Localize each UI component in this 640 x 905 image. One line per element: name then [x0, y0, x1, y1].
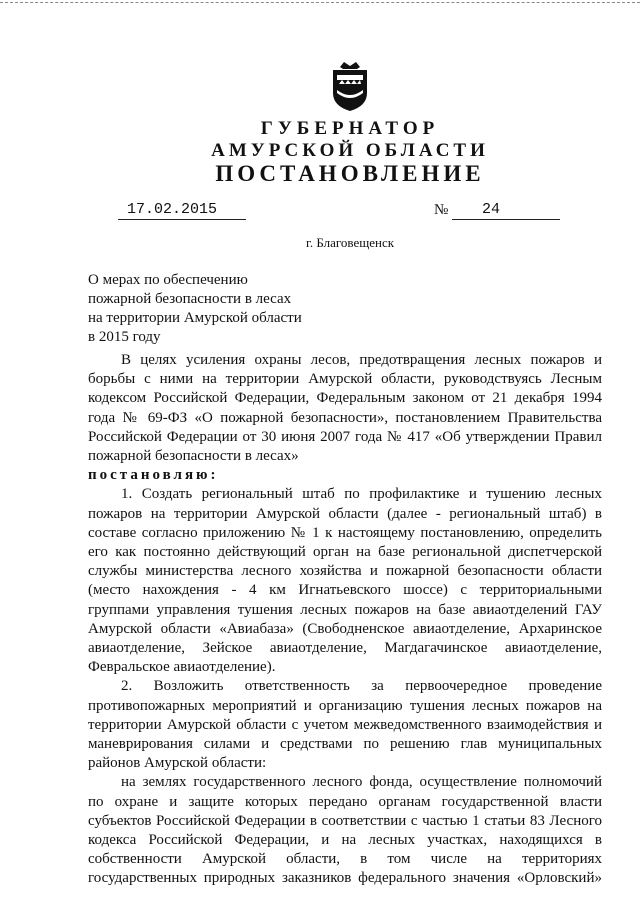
body-line: противопожарных мероприятий и организацию тушения лесных пожаров на: [88, 697, 602, 714]
resolve-word: постановляю:: [88, 467, 219, 484]
body-line: составе согласно приложению № 1 к настоящему постановлению, определить: [88, 524, 602, 541]
body-line: на землях государственного лесного фонда, осуществление полномочий: [121, 774, 602, 791]
body-line: собственности Амурской области, в том числе на территориях: [88, 851, 602, 868]
body-line: авиаотделение, Зейское авиаотделение, Магдагачинское авиаотделение,: [88, 640, 602, 657]
number-sign: №: [434, 202, 449, 218]
page-top-border: [0, 2, 640, 3]
document-date: 17.02.2015: [127, 201, 218, 218]
document-subject: [88, 271, 302, 347]
body-line: 1. Создать региональный штаб по профилактике и тушению лесных: [121, 486, 602, 503]
body-line: районов Амурской области:: [88, 755, 267, 772]
body-line: пожарной безопасности в лесах»: [88, 448, 299, 465]
body-line: территории Амурской области с учетом межведомственного взаимодействия и: [88, 716, 602, 733]
body-line: года № 69-ФЗ «О пожарной безопасности», постановлением Правительства: [88, 409, 602, 426]
body-line: по охране и защите которых передано органам государственной власти: [88, 793, 602, 810]
body-line: Февральское авиаотделение).: [88, 659, 276, 676]
document-body: [88, 351, 602, 889]
document-number: 24: [482, 201, 501, 218]
body-line: пожаров на территории Амурской области (далее - региональный штаб) в: [88, 505, 602, 522]
date-underline: [118, 219, 246, 220]
governor-title: ГУБЕРНАТОР: [260, 118, 440, 139]
document-type: ПОСТАНОВЛЕНИЕ: [215, 161, 485, 186]
body-line: Амурской области «Авиабаза» (Свободненское авиаотделение, Архаринское: [88, 620, 602, 637]
body-line: службы министерства лесного хозяйства и пожарной безопасности области: [88, 563, 602, 580]
body-line: 2. Возложить ответственность за первоочередное проведение: [121, 678, 602, 695]
body-line: кодексом Российской Федерации, Федеральным законом от 21 декабря 1994: [88, 390, 602, 407]
coat-of-arms-icon: [329, 60, 371, 112]
subject-line: на территории Амурской области: [88, 310, 302, 326]
subject-line: пожарной безопасности в лесах: [88, 291, 292, 307]
body-line: государственных природных заказников федерального значения «Орловский»: [88, 870, 602, 887]
body-line: субъектов Российской Федерации в соответствии с частью 1 статьи 83 Лесного: [88, 812, 602, 829]
body-line: группами управления тушения лесных пожаров на базе авиаотделений ГАУ: [88, 601, 602, 618]
subject-line: в 2015 году: [88, 329, 161, 345]
body-line: борьбы с ними на территории Амурской области, руководствуясь Лесным: [88, 371, 602, 388]
body-line: (место нахождения - 4 км Игнатьевского шоссе) с территориальными: [88, 582, 602, 599]
region-title: АМУРСКОЙ ОБЛАСТИ: [211, 140, 489, 161]
city: г. Благовещенск: [305, 235, 395, 250]
body-line: маневрирования силами и средствами по решению глав муниципальных: [88, 736, 602, 753]
body-line: его как постоянно действующий орган на базе региональной диспетчерской: [88, 544, 602, 561]
number-underline: [452, 219, 560, 220]
subject-line: О мерах по обеспечению: [88, 272, 248, 288]
body-line: Российской Федерации от 30 июня 2007 года № 417 «Об утверждении Правил: [88, 428, 602, 445]
body-line: В целях усиления охраны лесов, предотвращения лесных пожаров и: [121, 352, 602, 368]
body-line: кодекса Российской Федерации, и на лесных участках, находящихся в: [88, 832, 602, 849]
